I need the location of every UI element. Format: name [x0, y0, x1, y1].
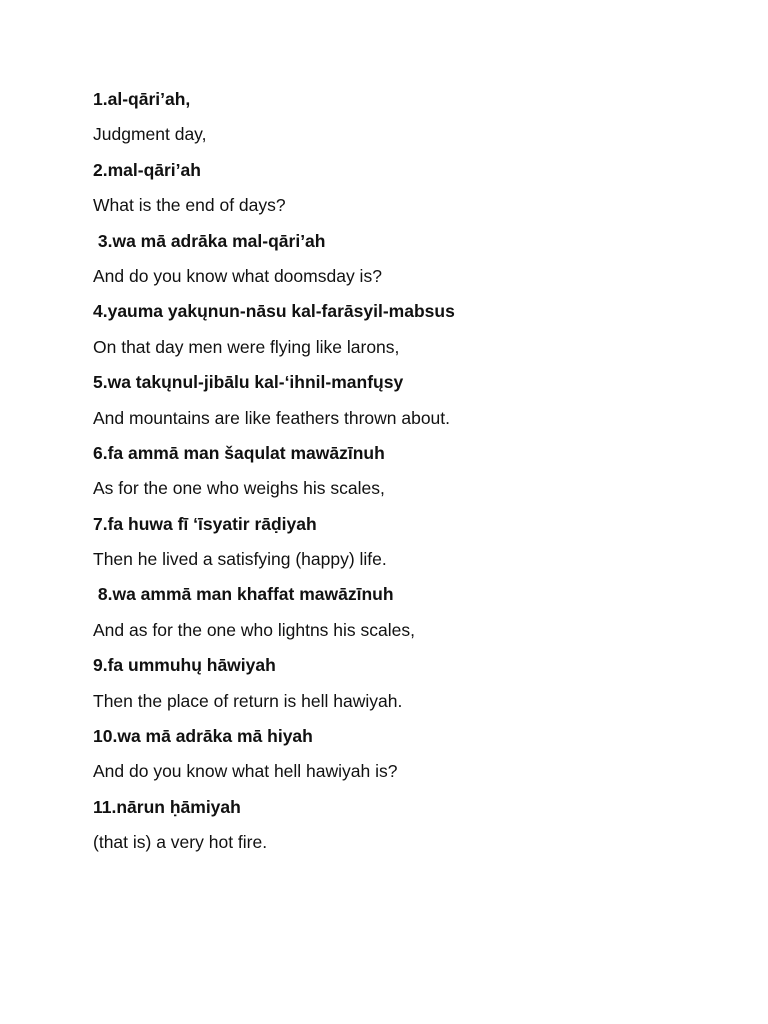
translation-line: As for the one who weighs his scales, [93, 478, 385, 499]
translation-line: What is the end of days? [93, 195, 286, 216]
translation-line: Judgment day, [93, 124, 207, 145]
transliteration-line: 11.nārun ḥāmiyah [93, 796, 241, 817]
translation-line: Then he lived a satisfying (happy) life. [93, 549, 387, 570]
transliteration-line: 2.mal-qāri’ah [93, 159, 201, 180]
translation-line: And do you know what doomsday is? [93, 265, 382, 286]
transliteration-line: 5.wa takųnul-jibālu kal-‘ihnil-manfųsy [93, 372, 404, 393]
transliteration-line: 4.yauma yakųnun-nāsu kal-farāsyil-mabsus [93, 301, 455, 322]
transliteration-line: 7.fa huwa fī ‘īsyatir rāḍiyah [93, 513, 317, 534]
translation-line: And mountains are like feathers thrown about. [93, 407, 451, 428]
transliteration-line: 9.fa ummuhų hāwiyah [93, 655, 276, 676]
transliteration-line: 3.wa mā adrāka mal-qāri’ah [93, 230, 326, 251]
translation-line: And do you know what hell hawiyah is? [93, 761, 398, 782]
transliteration-line: 1.al-qāri’ah, [93, 89, 191, 109]
transliteration-line: 10.wa mā adrāka mā hiyah [93, 726, 313, 747]
transliteration-line: 6.fa ammā man šaqulat mawāzīnuh [93, 442, 385, 463]
translation-line: (that is) a very hot fire. [93, 832, 268, 853]
translation-line: And as for the one who lightns his scales, [93, 619, 415, 640]
translation-line: Then the place of return is hell hawiyah. [93, 690, 403, 711]
verse-list [93, 88, 713, 867]
translation-line: On that day men were flying like larons, [93, 336, 400, 357]
transliteration-line: 8.wa ammā man khaffat mawāzīnuh [93, 584, 394, 605]
